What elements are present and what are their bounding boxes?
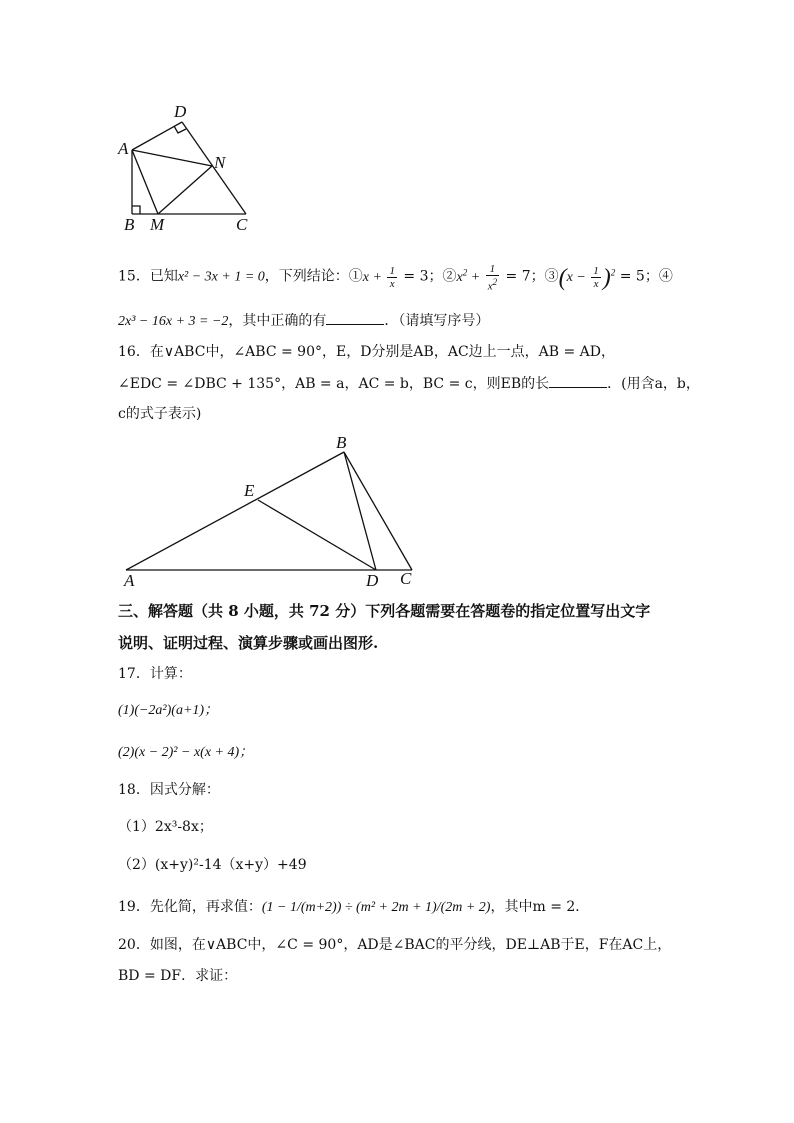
q20-line2: BD = DF．求证： — [118, 968, 238, 984]
q18-part1: （1）2x³-8x； — [118, 819, 213, 835]
label-m: M — [150, 215, 165, 234]
q15-number: 15． — [118, 268, 150, 285]
q16-text2-tail: ．(用含a，b， — [607, 376, 700, 392]
q15-c2-expr: $x^2$ + $\frac{1}{x^2}$ — [456, 262, 498, 293]
q16-text1: 在∨ABC中，∠ABC = 90°，E，D分别是AB，AC边上一点，AB = AD， — [149, 344, 616, 360]
figure-quadrilateral-abcd — [110, 100, 270, 240]
q15-c1-mark: ① — [348, 268, 363, 285]
label-b: B — [336, 433, 347, 452]
q18-part2: （2）(x+y)²-14（x+y）+49 — [118, 857, 307, 873]
q15-instruction: ．（请填写序号） — [384, 313, 490, 329]
segment-ab — [126, 452, 344, 570]
q16-line1 — [118, 342, 615, 362]
right-angle-mark-d — [174, 126, 186, 133]
segment-bc — [344, 452, 412, 570]
q16-number: 16． — [118, 344, 150, 360]
q15-answer-blank[interactable] — [326, 312, 384, 325]
q20-line1: 20．如图，在∨ABC中，∠C = 90°，AD是∠BAC的平分线，DE⊥AB于E，F在AC上， — [118, 937, 672, 953]
q16-text3: c的式子表示) — [118, 406, 202, 422]
section3-heading-line2: 说明、证明过程、演算步骤或画出图形. — [118, 634, 379, 652]
label-a: A — [124, 571, 135, 590]
q16-answer-blank[interactable] — [549, 375, 607, 388]
q15-c3-mark: ③ — [544, 268, 559, 285]
q16-line2 — [118, 374, 700, 394]
q15-mid: ，下列结论： — [264, 268, 349, 285]
q16-text2: ∠EDC = ∠DBC + 135°，AB = a，AC = b，BC = c，则EB的长 — [118, 376, 550, 392]
q15-tail: ，其中正确的有 — [228, 313, 327, 329]
label-d: D — [366, 571, 379, 590]
label-e: E — [244, 481, 255, 500]
q19-number: 19．先化简，再求值： — [118, 899, 262, 915]
q19-line — [118, 897, 589, 918]
q15-c2-mark: ② — [442, 268, 457, 285]
q15-c1-tail: = 3； — [398, 268, 443, 285]
q17-title: 17．计算： — [118, 666, 192, 682]
segment-am — [132, 150, 158, 214]
q15-c4: 2x³ − 16x + 3 = −2 — [118, 314, 229, 329]
segment-bd — [344, 452, 376, 570]
q17-part1: (1)(−2a²)(a+1)； — [118, 703, 219, 718]
figure-triangle-abc — [118, 430, 428, 592]
q15-equation: x² − 3x + 1 = 0 — [177, 269, 265, 285]
q15-c1-expr: x + $\frac{1}{x}$ — [362, 264, 395, 290]
q19-tail: ，其中m = 2． — [490, 899, 590, 915]
q15-c2-tail: = 7； — [501, 268, 545, 285]
label-b: B — [124, 215, 135, 234]
segment-ed — [258, 500, 376, 570]
segment-an — [132, 150, 212, 166]
label-c: C — [236, 215, 248, 234]
q15-intro: 已知 — [149, 268, 178, 285]
q16-line3 — [118, 404, 201, 424]
q17-part2: (2)(x − 2)² − x(x + 4)； — [118, 745, 254, 760]
q15-line1 — [118, 262, 673, 292]
label-a: A — [118, 139, 129, 158]
q15-c3-expr: (x − $\frac{1}{x}$ )$^2$ — [558, 264, 616, 291]
q15-line2 — [118, 311, 489, 332]
segment-mn — [158, 166, 212, 214]
right-angle-mark-b — [132, 206, 140, 214]
q15-c3-tail: = 5； — [615, 268, 659, 285]
label-n: N — [214, 153, 226, 172]
section3-heading-line1: 三、解答题（共 8 小题，共 72 分）下列各题需要在答题卷的指定位置写出文字 — [118, 602, 651, 620]
q18-title: 18．因式分解： — [118, 782, 220, 798]
label-d: D — [174, 102, 187, 121]
label-c: C — [400, 569, 412, 588]
q19-expression: (1 − 1/(m+2)) ÷ (m² + 2m + 1)/(2m + 2) — [261, 900, 491, 915]
q15-c4-mark: ④ — [658, 268, 673, 285]
